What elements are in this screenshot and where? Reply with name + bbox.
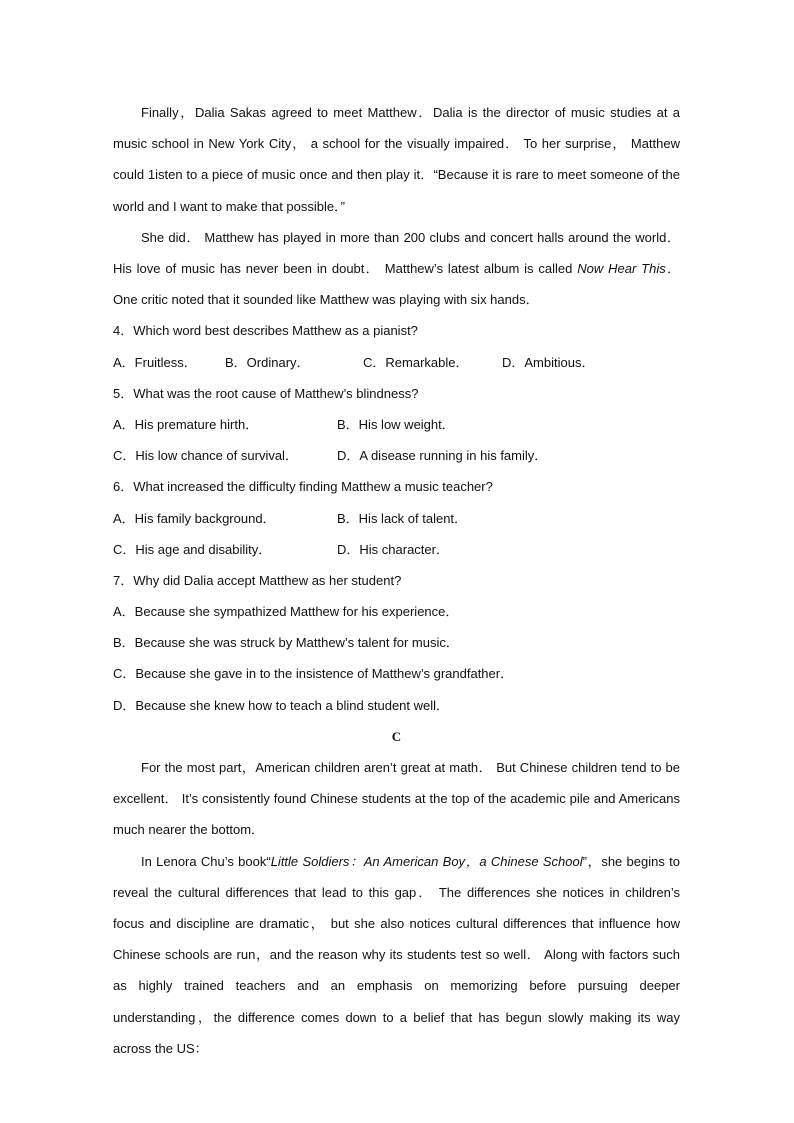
option-row: [113, 409, 680, 440]
paragraph-text: Finally，Dalia Sakas agreed to meet Matthew．Dalia is the director of music studies at a music school in New York City， a school for the visually impaired． To her surprise， Matthew could 1isten to a piece of music once and then play it．“Because it is rare to meet someone of the world and I want to make that possible．”: [113, 105, 680, 214]
option-d: D．His character．: [337, 541, 449, 557]
option-row: [113, 534, 680, 565]
option-d: D．Ambitious．: [502, 354, 595, 370]
book-title: Little Soldiers：An American Boy，a Chinese School: [270, 853, 583, 869]
option-b: B．His lack of talent．: [337, 510, 468, 526]
question-6: [113, 471, 680, 565]
option-c: C．His low chance of survival．: [113, 448, 298, 464]
option-b: B．His low weight．: [337, 416, 455, 432]
section-c-paragraph-1: [113, 752, 680, 846]
option-row: [113, 440, 680, 471]
paragraph-text: For the most part，American children aren’t great at math． But Chinese children tend to be excellent． It’s consistently found Chinese students at the top of the academic pile and Americans much nearer the bottom．: [113, 760, 680, 838]
question-stem: 5．What was the root cause of Matthew’s blindness?: [113, 385, 419, 401]
section-c-paragraph-2: [113, 846, 680, 1064]
option-row: [113, 347, 680, 378]
option-c: C．Because she gave in to the insistence of Matthew’s grandfather．: [113, 666, 514, 682]
option-a: A．Because she sympathized Matthew for his experience．: [113, 604, 459, 620]
passage-b-paragraph-1: [113, 97, 680, 222]
option-b: B．Because she was struck by Matthew’s talent for music．: [113, 635, 459, 651]
document-page: [113, 97, 680, 1064]
section-heading: C: [391, 728, 402, 744]
album-title: Now Hear This: [577, 261, 666, 277]
option-a: A．His premature hirth．: [113, 416, 259, 432]
option-a: A．Fruitless．: [113, 354, 197, 370]
question-stem: 4．Which word best describes Matthew as a pianist?: [113, 323, 418, 339]
option-d: D．Because she knew how to teach a blind student well．: [113, 697, 450, 713]
passage-b-paragraph-2: [113, 222, 680, 316]
question-5: [113, 378, 680, 472]
question-stem: 6．What increased the difficulty finding Matthew a music teacher?: [113, 479, 493, 495]
question-stem: 7．Why did Dalia accept Matthew as her student?: [113, 572, 402, 588]
option-c: C．Remarkable．: [363, 354, 469, 370]
question-4: [113, 315, 680, 377]
option-b: B．Ordinary．: [225, 354, 310, 370]
option-d: D．A disease running in his family．: [337, 448, 548, 464]
paragraph-text: ”，she begins to reveal the cultural differences that lead to this gap． The differences she notices in children’s focus and discipline are dramatic， but she also notices cultural differences that influence how Chinese schools are run，and the reason why its students test so well． Along with factors such as highly trained teachers and an emphasis on memorizing before pursuing deeper understanding，the difference comes down to a belief that has begun slowly making its way across the US：: [113, 853, 680, 1056]
option-c: C．His age and disability．: [113, 541, 272, 557]
option-row: [113, 503, 680, 534]
paragraph-text: In Lenora Chu’s book“: [141, 853, 271, 869]
paragraph-text: She did． Matthew has played in more than 200 clubs and concert halls around the world． His love of music has never been in doubt． Matthew’s latest album is called: [113, 229, 680, 277]
paragraph-text: ． One critic noted that it sounded like Matthew was playing with six hands．: [113, 261, 680, 308]
option-a: A．His family background．: [113, 510, 276, 526]
question-7: [113, 565, 680, 721]
